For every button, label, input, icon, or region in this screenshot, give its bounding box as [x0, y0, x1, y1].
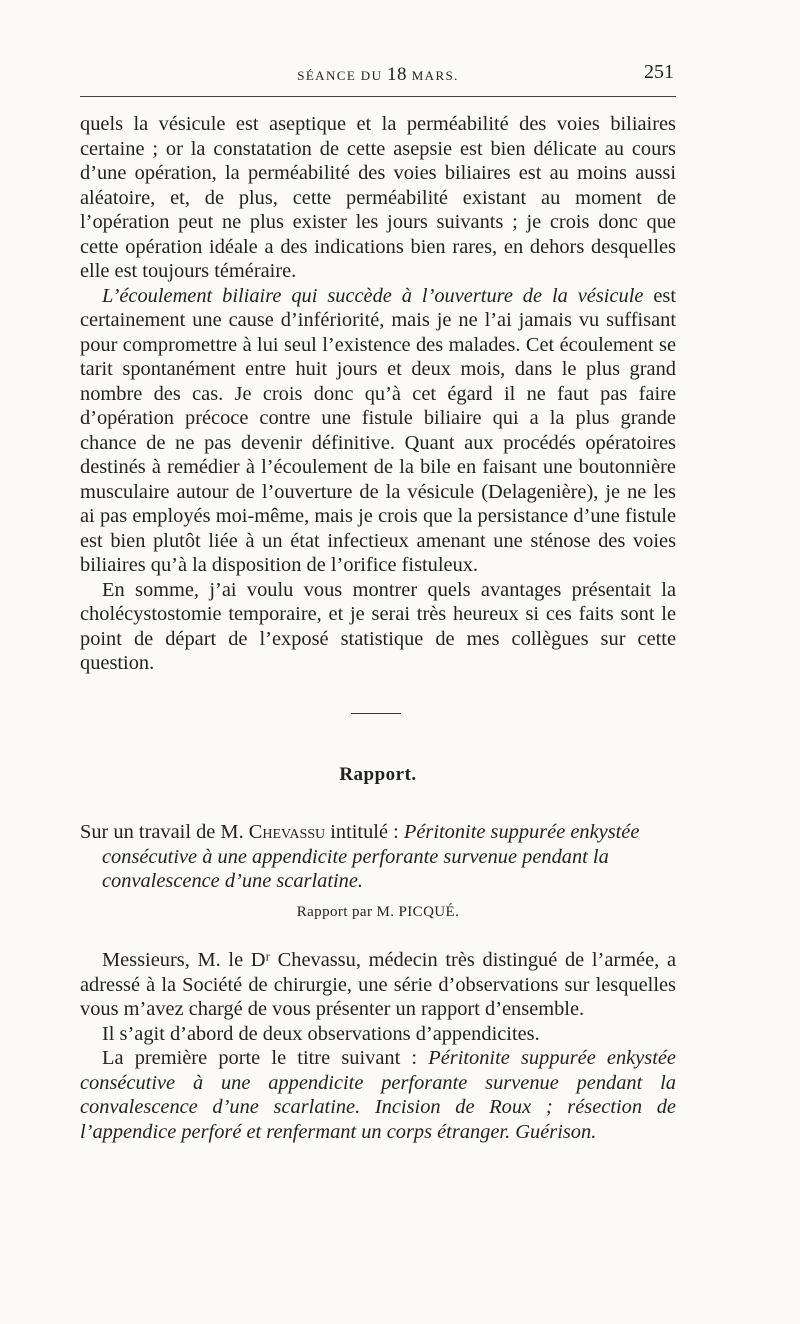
running-title-prefix: SÉANCE DU — [297, 68, 388, 83]
report-subject-line — [80, 820, 676, 894]
report-paragraph-1: Messieurs, M. le Dʳ Chevassu, médecin très distingué de l’armée, a adressé à la Société de chirurgie, une série d’observations sur lesquelles vous m’avez chargé de vous présenter un rapport d’ensemble. — [80, 949, 676, 1020]
paragraph-1: quels la vésicule est aseptique et la perméabilité des voies biliaires certaine ; or la constatation de cette asepsie est bien délicate au cours d’une opération, la perméabilité des voies biliaires est au moins aussi aléatoire, et, de plus, cette perméabilité existant au moment de l’opération peut ne plus exister les jours suivants ; je crois donc que cette opération idéale a des indications bien rares, en dehors desquelles elle est toujours téméraire. — [80, 113, 676, 282]
subject-mid: intitulé : — [325, 821, 404, 843]
report-subject — [80, 820, 676, 894]
report-paragraph-2: Il s’agit d’abord de deux observations d’appendicites. — [102, 1022, 540, 1045]
header-rule — [80, 96, 676, 97]
paragraph-3: En somme, j’ai voulu vous montrer quels avantages présentait la cholécystostomie temporaire, et je serai très heureux si ces faits sont le point de départ de l’exposé statistique de mes collègues sur cette question. — [80, 578, 676, 674]
section-divider — [351, 713, 401, 714]
report-heading: Rapport. — [339, 764, 417, 785]
article-body — [80, 112, 676, 676]
paragraph-2-text: est certainement une cause d’infériorité, mais je ne l’ai jamais vu suffisant pour compromettre à lui seul l’existence des malades. Cet écoulement se tarit spontanément entre huit jours et deux mois, dans le plus grand nombre des cas. Je crois donc qu’à cet égard il ne faut pas faire d’opération précoce contre une fistule biliaire qui a la plus grande chance de ne pas devenir définitive. Quant aux procédés opératoires destinés à remédier à l’écoulement de la bile en faisant une boutonnière musculaire autour de l’ouverture de la vésicule (Delagenière), je ne les ai pas employés moi-même, mais je crois que la persistance d’une fistule est bien plutôt liée à un état infectieux amenant une sténose des voies biliaires qu’à la disposition de l’orifice fistuleux. — [80, 284, 676, 576]
running-head — [80, 58, 676, 88]
report-paragraph-3-prefix: La première porte le titre suivant : — [102, 1047, 429, 1069]
paragraph-2 — [80, 284, 676, 578]
running-title — [80, 64, 676, 86]
running-title-month: MARS. — [407, 68, 459, 83]
subject-title: Péritonite suppurée enkystée consécutive à une appendicite perforante survenue pendant la convalescence d’une scarlatine. — [102, 821, 640, 892]
running-title-day: 18 — [387, 64, 408, 85]
paragraph-2-emphasis: L’écoulement biliaire qui succède à l’ouverture de la vésicule — [102, 284, 644, 307]
subject-prefix: Sur un travail de M. — [80, 821, 249, 843]
report-paragraph-3 — [80, 1046, 676, 1144]
subject-author: Chevassu — [248, 821, 326, 843]
report-paragraph-3-title: Péritonite suppurée enkystée consécutive à une appendicite perforante survenue pendant la convalescence d’une scarlatine. Incision de Roux ; résection de l’appendice perforé et renfermant un corps étranger. Guérison. — [80, 1047, 676, 1143]
report-body — [80, 948, 676, 1144]
page-number: 251 — [644, 61, 674, 83]
rapporteur-line: Rapport par M. PICQUÉ. — [296, 904, 460, 920]
